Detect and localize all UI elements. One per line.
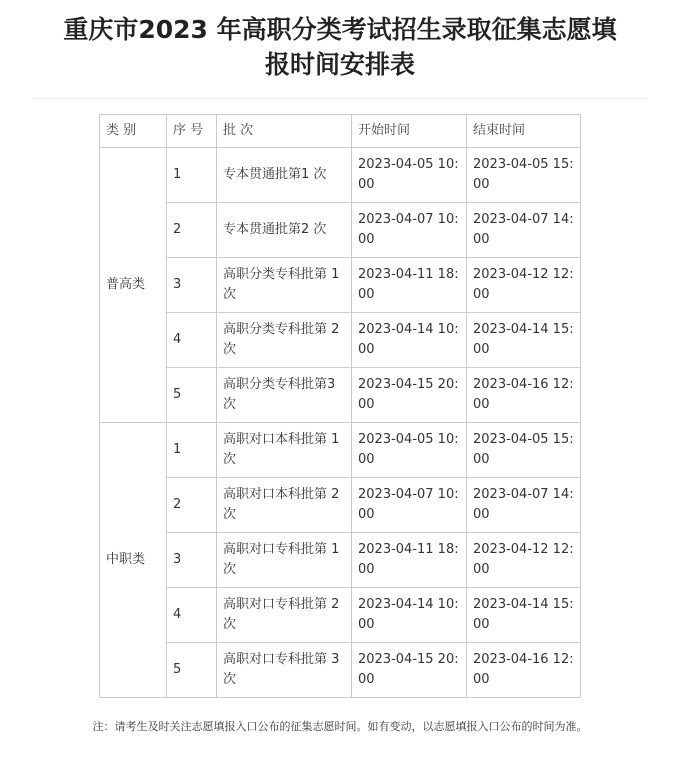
header-start-time: 开始时间 xyxy=(352,115,467,148)
number-cell: 3 xyxy=(167,533,217,588)
page-title-line-2: 报时间安排表 xyxy=(264,50,415,79)
batch-cell: 专本贯通批第2 次 xyxy=(217,203,352,258)
table-header-row xyxy=(100,115,581,148)
number-cell: 4 xyxy=(167,313,217,368)
number-cell: 5 xyxy=(167,368,217,423)
header-category: 类 别 xyxy=(100,115,167,148)
end-time-cell: 2023-04-05 15:00 xyxy=(467,148,581,203)
title-divider xyxy=(34,98,646,99)
category-cell xyxy=(100,588,167,643)
end-time-cell: 2023-04-16 12:00 xyxy=(467,643,581,698)
table-row xyxy=(100,203,581,258)
number-cell: 1 xyxy=(167,423,217,478)
table-row xyxy=(100,148,581,203)
table-row xyxy=(100,478,581,533)
start-time-cell: 2023-04-05 10:00 xyxy=(352,423,467,478)
end-time-cell: 2023-04-07 14:00 xyxy=(467,478,581,533)
number-cell: 2 xyxy=(167,203,217,258)
end-time-cell: 2023-04-12 12:00 xyxy=(467,533,581,588)
batch-cell: 高职对口本科批第 1 次 xyxy=(217,423,352,478)
end-time-cell: 2023-04-14 15:00 xyxy=(467,588,581,643)
category-cell xyxy=(100,423,167,478)
schedule-table xyxy=(99,114,581,698)
category-cell: 中职类 xyxy=(100,533,167,588)
header-end-time: 结束时间 xyxy=(467,115,581,148)
batch-cell: 高职对口专科批第 3 次 xyxy=(217,643,352,698)
start-time-cell: 2023-04-15 20:00 xyxy=(352,643,467,698)
start-time-cell: 2023-04-11 18:00 xyxy=(352,533,467,588)
table-row xyxy=(100,258,581,313)
footnote: 注：请考生及时关注志愿填报入口公布的征集志愿时间。如有变动，以志愿填报入口公布的时间为准。 xyxy=(92,720,588,733)
end-time-cell: 2023-04-14 15:00 xyxy=(467,313,581,368)
batch-cell: 高职对口专科批第 2 次 xyxy=(217,588,352,643)
header-batch: 批 次 xyxy=(217,115,352,148)
number-cell: 2 xyxy=(167,478,217,533)
category-cell xyxy=(100,313,167,368)
page-title-line-1: 重庆市2023 年高职分类考试招生录取征集志愿填 xyxy=(63,15,617,44)
end-time-cell: 2023-04-16 12:00 xyxy=(467,368,581,423)
number-cell: 1 xyxy=(167,148,217,203)
start-time-cell: 2023-04-07 10:00 xyxy=(352,203,467,258)
table-row xyxy=(100,643,581,698)
batch-cell: 高职分类专科批第 2 次 xyxy=(217,313,352,368)
batch-cell: 专本贯通批第1 次 xyxy=(217,148,352,203)
number-cell: 4 xyxy=(167,588,217,643)
end-time-cell: 2023-04-12 12:00 xyxy=(467,258,581,313)
table-row xyxy=(100,588,581,643)
start-time-cell: 2023-04-15 20:00 xyxy=(352,368,467,423)
number-cell: 3 xyxy=(167,258,217,313)
category-cell xyxy=(100,148,167,203)
start-time-cell: 2023-04-05 10:00 xyxy=(352,148,467,203)
category-cell xyxy=(100,643,167,698)
category-cell xyxy=(100,368,167,423)
batch-cell: 高职对口本科批第 2 次 xyxy=(217,478,352,533)
category-cell xyxy=(100,203,167,258)
category-cell: 普高类 xyxy=(100,258,167,313)
page-title xyxy=(0,12,680,82)
table-row xyxy=(100,423,581,478)
start-time-cell: 2023-04-14 10:00 xyxy=(352,588,467,643)
category-cell xyxy=(100,478,167,533)
start-time-cell: 2023-04-07 10:00 xyxy=(352,478,467,533)
table-row xyxy=(100,368,581,423)
number-cell: 5 xyxy=(167,643,217,698)
start-time-cell: 2023-04-14 10:00 xyxy=(352,313,467,368)
table-row xyxy=(100,313,581,368)
end-time-cell: 2023-04-05 15:00 xyxy=(467,423,581,478)
batch-cell: 高职对口专科批第 1 次 xyxy=(217,533,352,588)
batch-cell: 高职分类专科批第3 次 xyxy=(217,368,352,423)
start-time-cell: 2023-04-11 18:00 xyxy=(352,258,467,313)
header-number: 序 号 xyxy=(167,115,217,148)
batch-cell: 高职分类专科批第 1 次 xyxy=(217,258,352,313)
end-time-cell: 2023-04-07 14:00 xyxy=(467,203,581,258)
table-row xyxy=(100,533,581,588)
